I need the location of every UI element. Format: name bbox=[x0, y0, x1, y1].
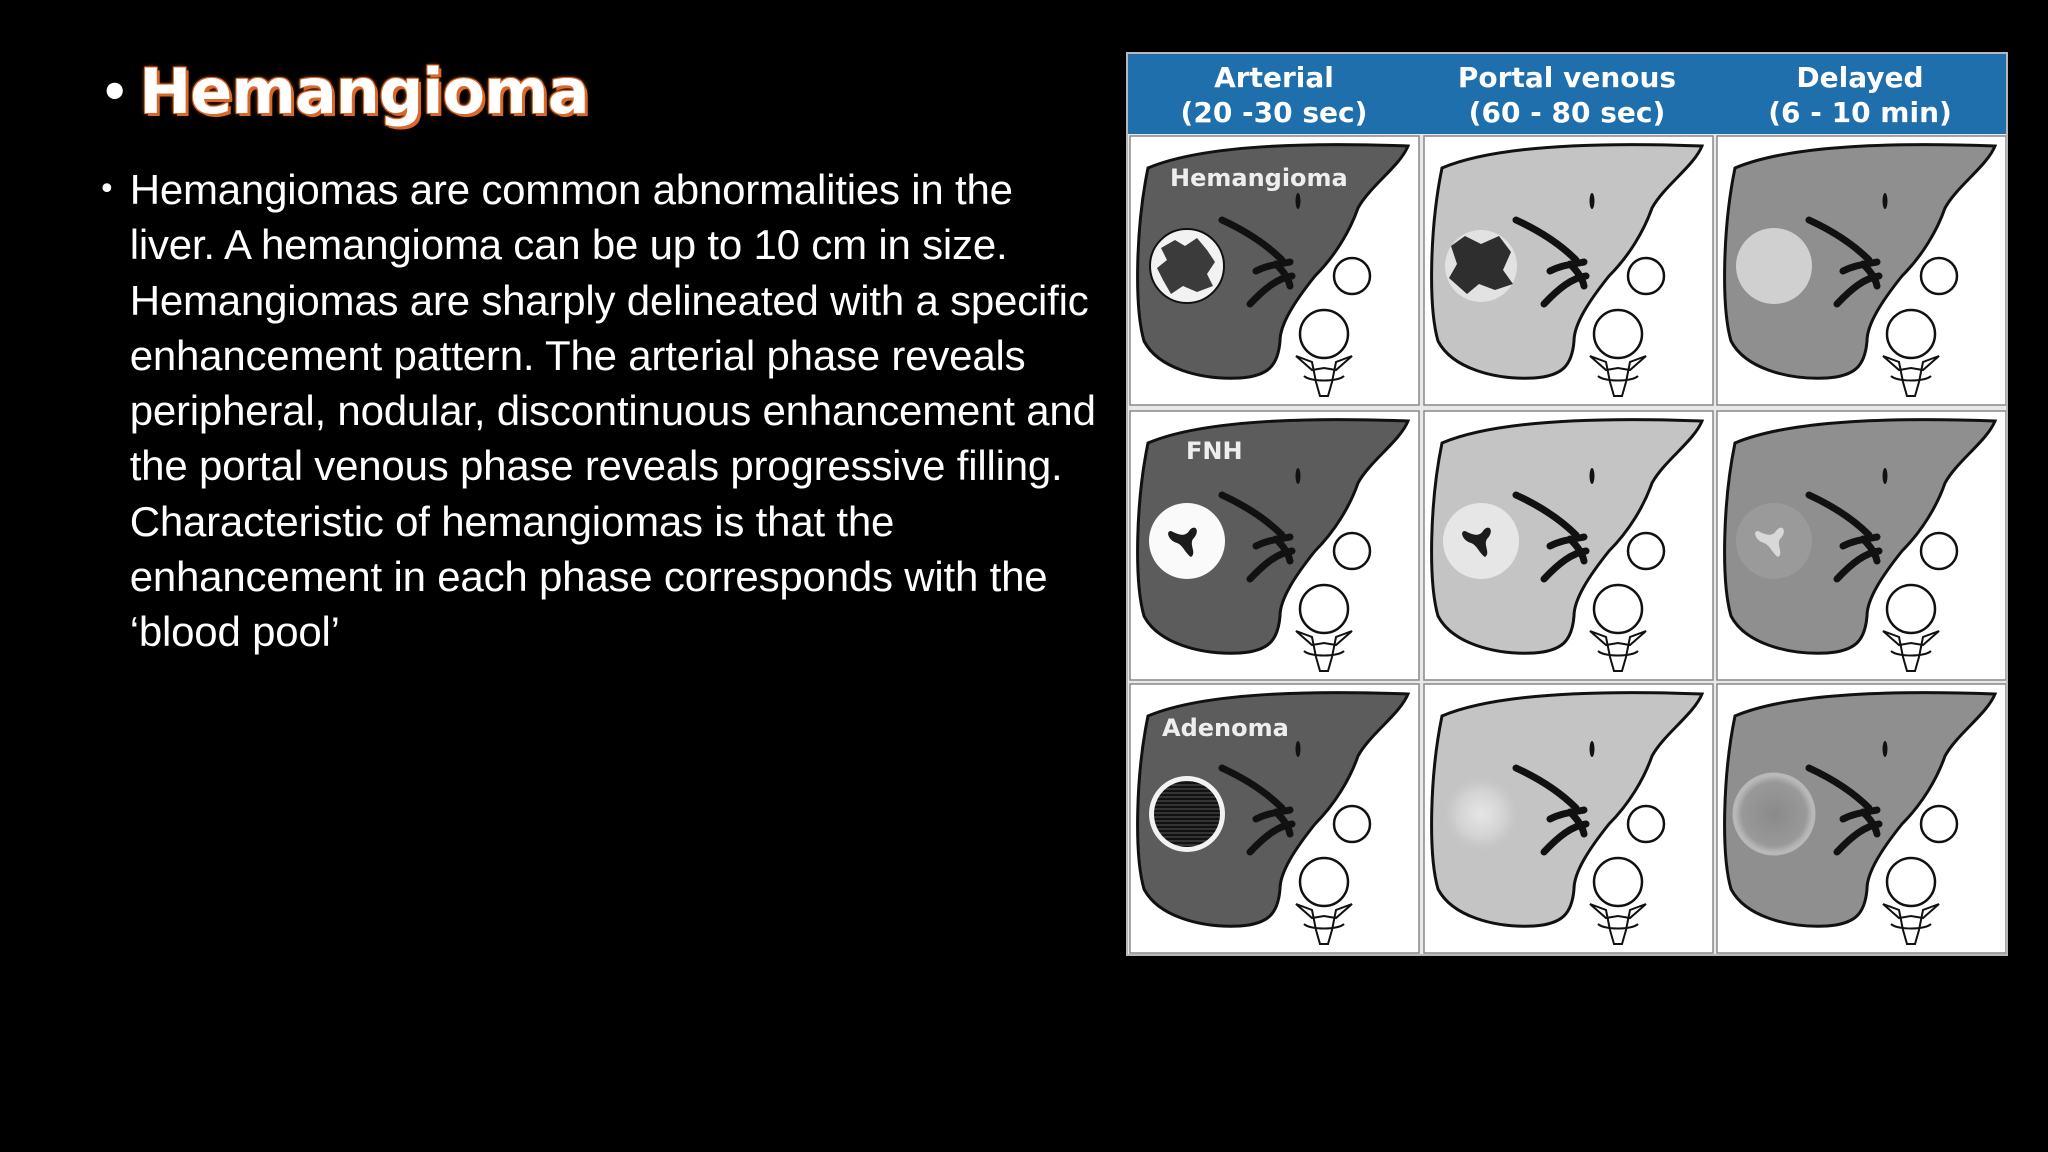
lesion-fnh bbox=[1736, 503, 1812, 579]
phase-timing: (20 -30 sec) bbox=[1180, 96, 1368, 129]
lesion-fnh bbox=[1149, 503, 1225, 579]
lesion-adenoma bbox=[1437, 770, 1525, 858]
slide-title: Hemangioma bbox=[139, 55, 589, 128]
cell-hemangioma-delayed bbox=[1717, 136, 2006, 405]
cell-adenoma-delayed bbox=[1717, 684, 2006, 953]
phase-timing: (6 - 10 min) bbox=[1768, 96, 1952, 129]
body-bullet-item bbox=[98, 162, 1108, 660]
lesion-hemangioma bbox=[1150, 229, 1224, 303]
liver-cells bbox=[1130, 136, 2006, 953]
phase-timing: (60 - 80 sec) bbox=[1468, 96, 1666, 129]
phase-lesion-grid bbox=[1128, 54, 2006, 954]
phase-name: Delayed bbox=[1796, 61, 1924, 94]
body-bullet: • bbox=[98, 172, 116, 207]
slide-title-row bbox=[100, 55, 589, 128]
cell-fnh-portal-venous bbox=[1424, 411, 1713, 680]
body-paragraph: Hemangiomas are common abnormalities in the liver. A hemangioma can be up to 10 cm in size. Hemangiomas are sharply delineated with a specific enhancement pattern. The arterial phase reveals peripheral, nodular, discontinuous enhancement and the portal venous phase reveals progressive filling. Characteristic of hemangiomas is that the enhancement in each phase corresponds with the ‘blood pool’ bbox=[129, 166, 1096, 656]
phase-name: Arterial bbox=[1214, 61, 1334, 94]
lesion-hemangioma bbox=[1736, 228, 1812, 304]
lesion-label-adenoma: Adenoma bbox=[1162, 714, 1289, 742]
cell-adenoma-portal-venous bbox=[1424, 684, 1713, 953]
phase-name: Portal venous bbox=[1457, 61, 1677, 94]
lesion-label-fnh: FNH bbox=[1186, 437, 1243, 465]
cell-fnh-delayed bbox=[1717, 411, 2006, 680]
lesion-adenoma bbox=[1149, 776, 1225, 852]
cell-hemangioma-portal-venous bbox=[1424, 136, 1713, 405]
lesion-label-hemangioma: Hemangioma bbox=[1170, 164, 1348, 192]
title-bullet: • bbox=[100, 64, 130, 119]
enhancement-pattern-figure bbox=[1126, 52, 2008, 956]
cell-fnh-arterial bbox=[1130, 411, 1419, 680]
lesion-adenoma bbox=[1734, 774, 1814, 854]
lesion-fnh bbox=[1443, 503, 1519, 579]
lesion-hemangioma bbox=[1445, 230, 1517, 302]
